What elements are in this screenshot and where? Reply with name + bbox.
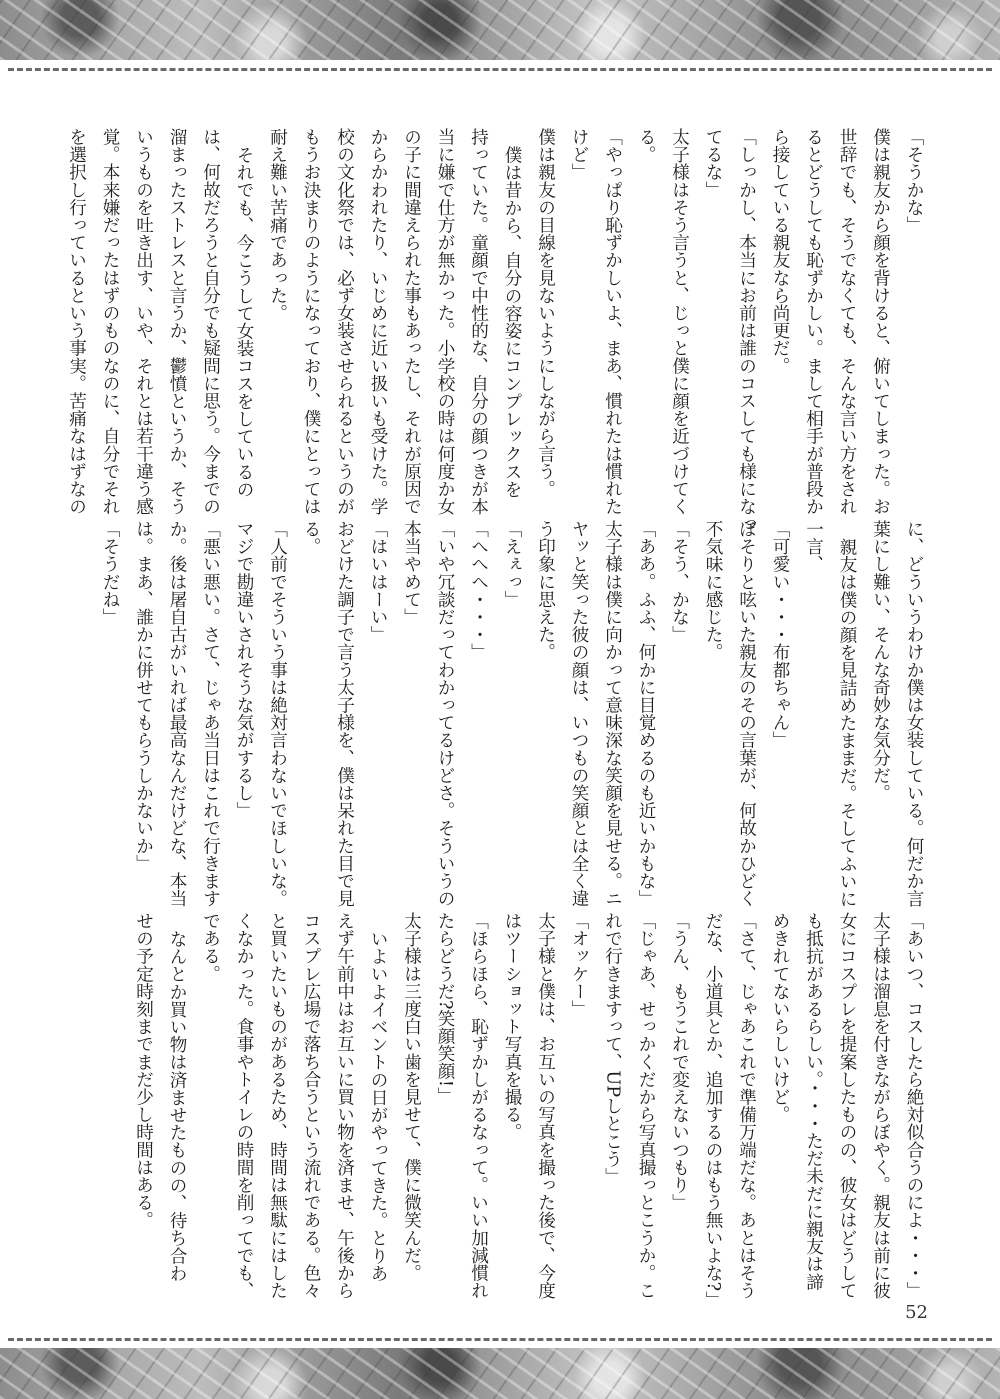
paragraph: 「オッケー」 [569, 912, 589, 1018]
paragraph: 僕は親友の目線を見ないようにしながら言う。 [535, 128, 556, 498]
paragraph: 「あいつ、コスしたら絶対似合うのによ・・・」 [904, 912, 924, 1300]
paragraph: なんとか買い物は済ませたものの、待ち合わ せの予定時刻までまだ少し時間はある。 [133, 912, 187, 1282]
text-column-bottom [78, 912, 930, 1309]
decorative-header-band [0, 0, 1000, 60]
paragraph: 「しっかし、本当にお前は誰のコスしても様になっ てるな」 [703, 128, 757, 533]
paragraph: いよいよイベントの日がやってきた。とりあ えず午前中はお互いに買い物を済ませ、午後から コスプレ広場で落ち合うという流れである。色々 と買いたいものがあるため、時間は無駄にはした くなかった。食事やトイレの時間を削ってでも、 である。 [200, 912, 388, 1300]
paragraph: 「やっぱり恥ずかしいよ、まあ、慣れたは慣れた けど」 [569, 128, 623, 516]
paragraph: 「悪い悪い。さて、じゃあ当日はこれで行きます か。後は屠自古がいれば最高なんだけどな、本当 は。まあ、誰かに併せてもらうしかないか」 [133, 520, 221, 908]
paragraph: 「そうかな」 [904, 128, 924, 234]
paragraph: 太子様は僕に向かって意味深な笑顔を見せる。ニ ヤッと笑った彼の顔は、いつもの笑顔とは全く違 う印象に思えた。 [535, 520, 623, 908]
paragraph: 太子様と僕は、お互いの写真を撮った後で、今度 はツーショット写真を撮る。 [502, 912, 556, 1300]
header-dashed-rule [8, 68, 992, 71]
paragraph: に、どういうわけか僕は女装している。何だか言 葉にし難い、そんな奇妙な気分だ。 [870, 520, 924, 908]
text-column-middle [78, 520, 930, 908]
paragraph: 「いや冗談だってわかってるけどさ。そういうの 本当やめて」 [401, 520, 455, 908]
text-column-top [66, 128, 930, 533]
footer-dashed-rule [8, 1338, 992, 1341]
paragraph: ぼそりと呟いた親友のその言葉が、何故かひどく 不気味に感じた。 [703, 520, 757, 908]
paragraph: 太子様は溜息を付きながらぼやく。親友は前に彼 女にコスプレを提案したものの、彼女はどうして も抵抗があるらしい。・・・ただ未だに親友は諦 めきれてないらしいけど。 [770, 912, 891, 1300]
page-number: 52 [905, 1302, 928, 1323]
paragraph: 僕は親友から顔を背けると、俯いてしまった。お 世辞でも、そうでなくても、そんな言い方をされ るとどうしても恥ずかしい。まして相手が普段か ら接している親友なら尚更だ。 [770, 128, 891, 516]
paragraph: 太子様は三度白い歯を見せて、僕に微笑んだ。 [401, 912, 422, 1282]
paragraph: 「へへへ・・・」 [468, 520, 489, 661]
paragraph: 「ほらほら、恥ずかしがるなって。いい加減慣れ たらどうだ?笑顔笑顔!」 [435, 912, 489, 1300]
paragraph: 「そうだね」 [100, 520, 120, 626]
paragraph: それでも、今こうして女装コスをしているの は、何故だろうと自分でも疑問に思う。今までの 溜まったストレスと言うか、鬱憤というか、そう いうものを吐き出す、いや、それとは若干違う感 覚。本来嫌だったはずのものなのに、自分でそれ を選択し行っているという事実。苦痛なはずなの [66, 128, 254, 516]
paragraph: 「えぇっ」 [502, 520, 522, 608]
paragraph: 「ああ。ふふ、何かに目覚めるのも近いかもな」 [636, 520, 656, 908]
paragraph: 「さて、じゃあこれで準備万端だな。あとはそう だな、小道具とか、追加するのはもう無いよな?」 [703, 912, 757, 1309]
paragraph: 太子様はそう言うと、じっと僕に顔を近づけてく る。 [636, 128, 690, 516]
paragraph: 「うん、もうこれで変えないつもり」 [669, 912, 690, 1212]
decorative-footer-band [0, 1348, 1000, 1399]
paragraph: 「人前でそういう事は絶対言わないでほしいな。 マジで勘違いされそうな気がするし」 [234, 520, 288, 908]
paragraph: 「そう、かな」 [669, 520, 690, 644]
paragraph: 親友は僕の顔を見詰めたままだ。そしてふいに 一言、 [803, 520, 857, 908]
paragraph: 「可愛い・・・布都ちゃん」 [770, 520, 790, 749]
paragraph: 「はいはーい」 [368, 520, 388, 644]
paragraph: おどけた調子で言う太子様を、僕は呆れた目で見 る。 [301, 520, 355, 908]
paragraph: 「じゃあ、せっかくだから写真撮っとこうか。こ れで行きますって、UPしとこう」 [602, 912, 656, 1300]
paragraph: 僕は昔から、自分の容姿にコンプレックスを 持っていた。童顔で中性的な、自分の顔つきが本 当に嫌で仕方が無かった。小学校の時は何度か女 の子に間違えられた事もあったし、それが原因で からかわれたり、いじめに近い扱いも受けた。学 校の文化祭では、必ず女装させられるというのが もうお決まりのようになっており、僕にとっては 耐え難い苦痛であった。 [267, 128, 522, 516]
